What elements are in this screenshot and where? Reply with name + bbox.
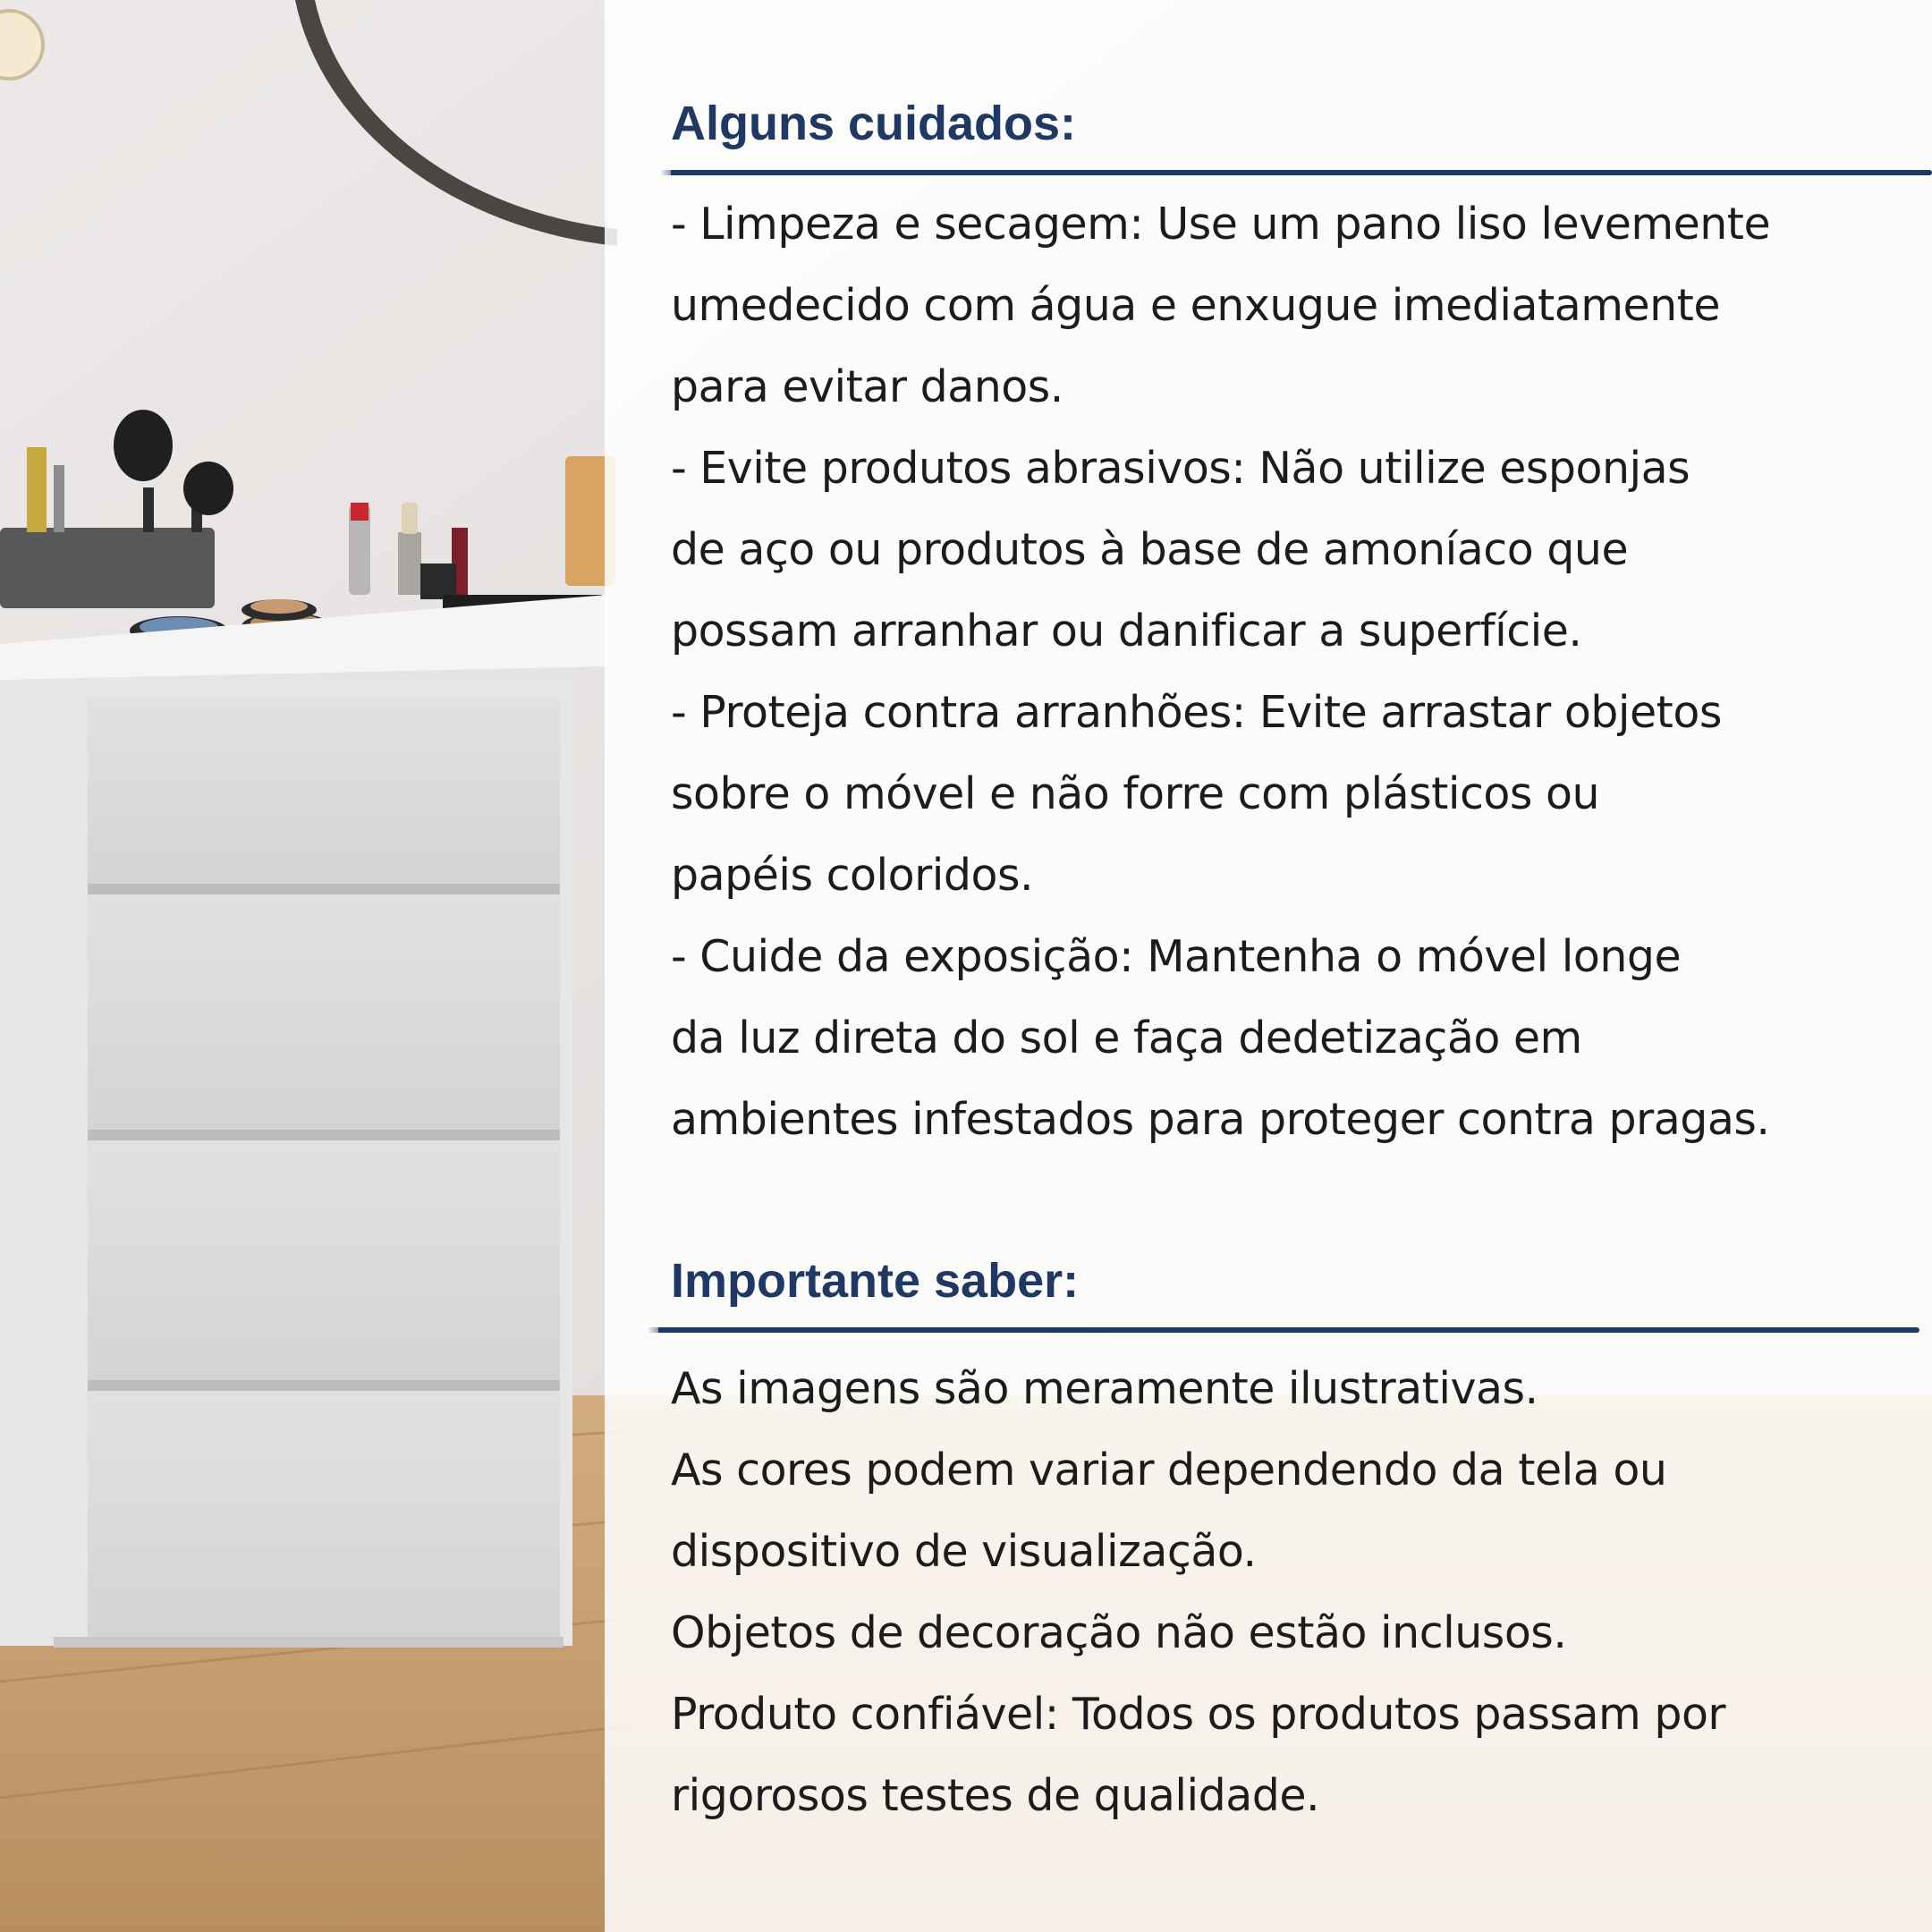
important-heading: Importante saber: bbox=[671, 1254, 1080, 1308]
care-line: sobre o móvel e não forre com plásticos ou bbox=[671, 768, 1600, 819]
care-line: ambientes infestados para proteger contra pragas. bbox=[671, 1094, 1770, 1145]
care-line: - Cuide da exposição: Mantenha o móvel longe bbox=[671, 931, 1682, 982]
important-line: rigorosos testes de qualidade. bbox=[671, 1770, 1320, 1821]
care-line: papéis coloridos. bbox=[671, 850, 1034, 901]
care-line: possam arranhar ou danificar a superfície. bbox=[671, 606, 1582, 657]
white-drawer-chest bbox=[0, 595, 608, 1648]
care-divider bbox=[671, 170, 1932, 175]
care-line: - Limpeza e secagem: Use um pano liso levemente bbox=[671, 199, 1771, 250]
care-line: - Evite produtos abrasivos: Não utilize esponjas bbox=[671, 443, 1690, 494]
important-list bbox=[671, 1348, 1725, 1836]
important-divider bbox=[658, 1327, 1919, 1333]
care-line: umedecido com água e enxugue imediatamente bbox=[671, 280, 1721, 331]
care-list bbox=[671, 183, 1770, 1160]
important-line: Produto confiável: Todos os produtos passam por bbox=[671, 1689, 1726, 1740]
important-line: Objetos de decoração não estão inclusos. bbox=[671, 1607, 1567, 1658]
care-line: - Proteja contra arranhões: Evite arrastar objetos bbox=[671, 687, 1722, 738]
care-heading: Alguns cuidados: bbox=[671, 97, 1077, 150]
important-line: dispositivo de visualização. bbox=[671, 1526, 1257, 1577]
care-line: da luz direta do sol e faça dedetização em bbox=[671, 1013, 1582, 1063]
care-line: para evitar danos. bbox=[671, 361, 1063, 412]
important-line: As cores podem variar dependendo da tela ou bbox=[671, 1445, 1667, 1496]
care-line: de aço ou produtos à base de amoníaco que bbox=[671, 524, 1629, 575]
important-line: As imagens são meramente ilustrativas. bbox=[671, 1363, 1538, 1414]
